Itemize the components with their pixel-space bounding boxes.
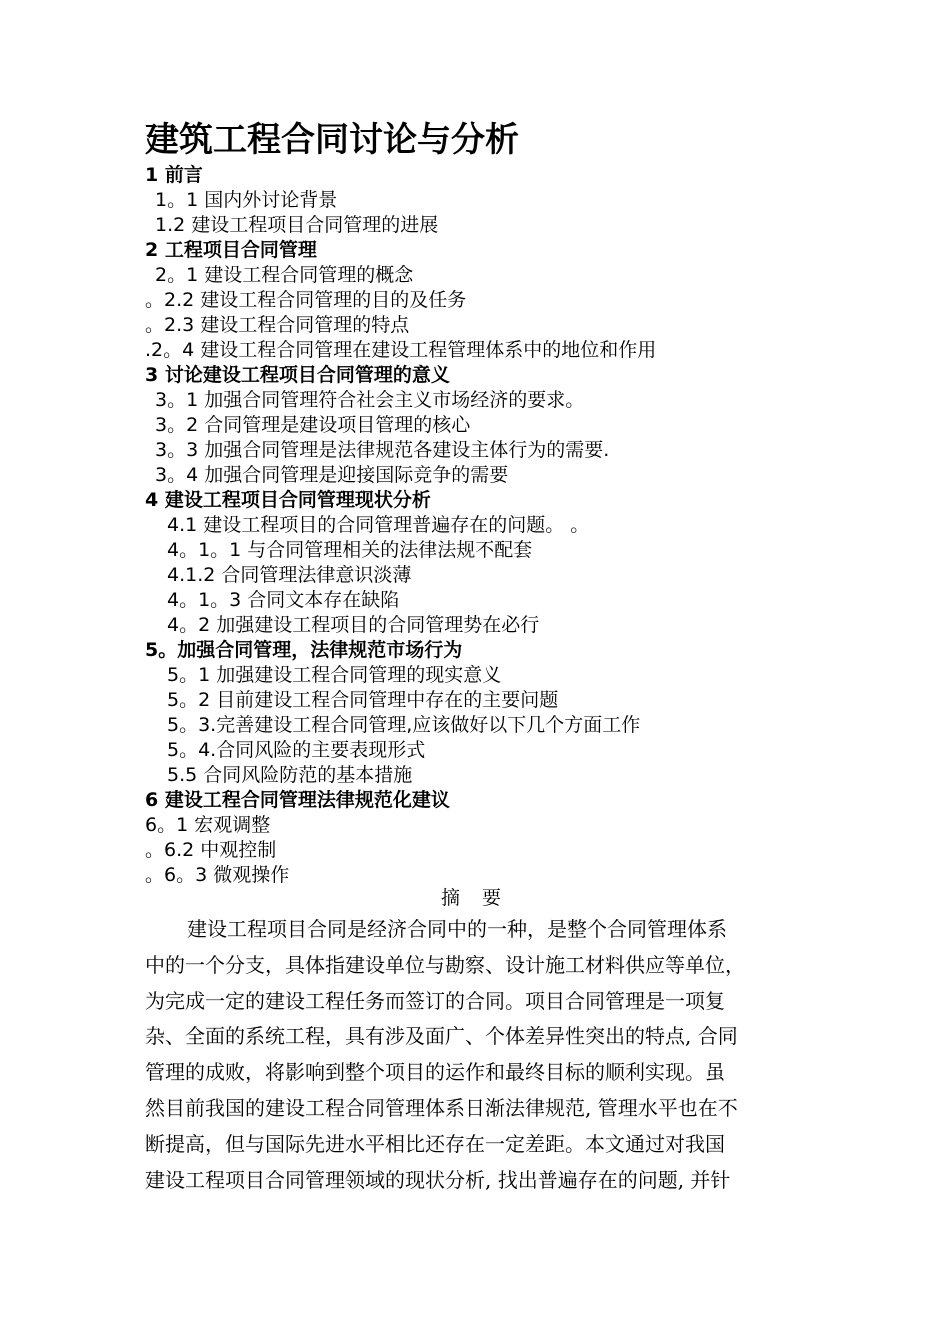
toc-item: 3。4 加强合同管理是迎接国际竞争的需要 [155,464,509,486]
abstract-body [145,912,810,1198]
table-of-contents [145,163,845,888]
toc-item: 4。1。3 合同文本存在缺陷 [167,589,400,611]
abstract-line: 杂、全面的系统工程，具有涉及面广、个体差异性突出的特点, 合同 [145,1024,738,1049]
abstract-line: 为完成一定的建设工程任务而签订的合同。项目合同管理是一项复 [145,988,725,1013]
abstract-line: 断提高，但与国际先进水平相比还存在一定差距。本文通过对我国 [145,1131,725,1156]
toc-item: 3。2 合同管理是建设项目管理的核心 [155,414,471,436]
toc-item: 5。1 加强建设工程合同管理的现实意义 [167,664,502,686]
toc-item: 1.2 建设工程项目合同管理的进展 [155,214,439,236]
document-title: 建筑工程合同讨论与分析 [145,120,519,160]
toc-heading: 6 建设工程合同管理法律规范化建议 [145,789,450,811]
toc-item: 。2.3 建设工程合同管理的特点 [145,314,410,336]
toc-item: 。2.2 建设工程合同管理的目的及任务 [145,289,467,311]
toc-item: .2。4 建设工程合同管理在建设工程管理体系中的地位和作用 [145,339,657,361]
toc-item: 1。1 国内外讨论背景 [155,189,338,211]
abstract-line: 中的一个分支，具体指建设单位与勘察、设计施工材料供应等单位， [145,952,745,977]
toc-item: 3。3 加强合同管理是法律规范各建设主体行为的需要. [155,439,610,461]
toc-heading: 3 讨论建设工程项目合同管理的意义 [145,364,450,386]
toc-heading: 1 前言 [145,164,203,186]
toc-item: 。6。3 微观操作 [145,864,290,886]
abstract-line: 建设工程项目合同管理领域的现状分析, 找出普遍存在的问题, 并针 [145,1167,731,1192]
toc-item: 2。1 建设工程合同管理的概念 [155,264,414,286]
toc-heading: 5。加强合同管理，法律规范市场行为 [145,639,463,661]
toc-item: 6。1 宏观调整 [145,814,271,836]
toc-item: 3。1 加强合同管理符合社会主义市场经济的要求。 [155,389,585,411]
toc-item: 4。1。1 与合同管理相关的法律法规不配套 [167,539,533,561]
abstract-line: 建设工程项目合同是经济合同中的一种，是整个合同管理体系 [187,917,727,941]
abstract-line: 然目前我国的建设工程合同管理体系日渐法律规范, 管理水平也在不 [145,1095,738,1120]
toc-item: 5.5 合同风险防范的基本措施 [167,764,413,786]
toc-heading: 2 工程项目合同管理 [145,239,317,261]
toc-item: 5。3.完善建设工程合同管理,应该做好以下几个方面工作 [167,714,641,736]
toc-heading: 4 建设工程项目合同管理现状分析 [145,489,431,511]
abstract-heading: 摘 要 [440,887,510,909]
toc-item: 5。4.合同风险的主要表现形式 [167,739,426,761]
toc-item: 5。2 目前建设工程合同管理中存在的主要问题 [167,689,559,711]
toc-item: 4.1 建设工程项目的合同管理普遍存在的问题。 。 [167,514,590,536]
toc-item: 4.1.2 合同管理法律意识淡薄 [167,564,412,586]
toc-item: 。6.2 中观控制 [145,839,277,861]
toc-item: 4。2 加强建设工程项目的合同管理势在必行 [167,614,540,636]
abstract-line: 管理的成败，将影响到整个项目的运作和最终目标的顺利实现。虽 [145,1060,725,1085]
